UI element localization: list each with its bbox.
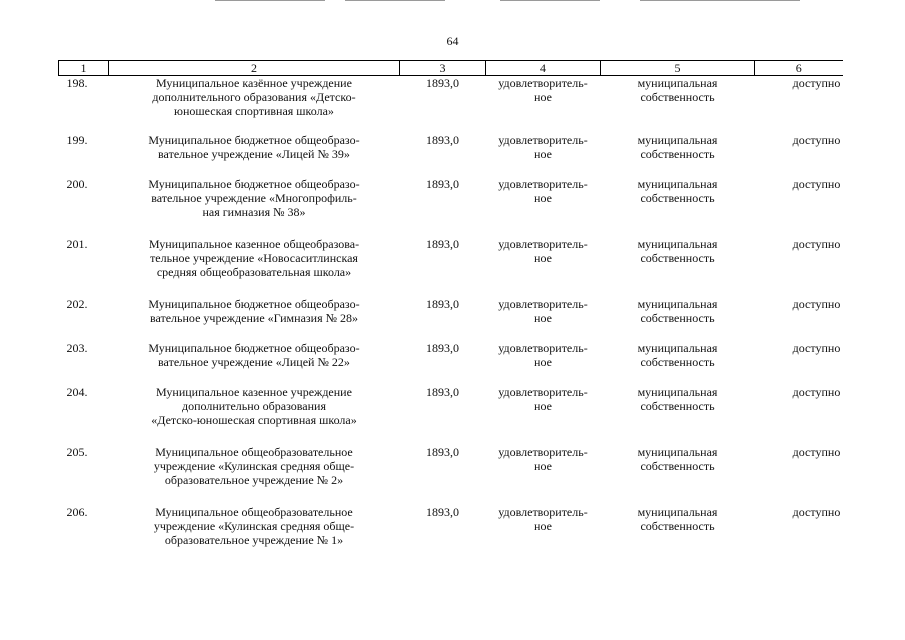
code-cell: [400, 341, 486, 385]
access-cell: [755, 133, 843, 177]
condition-cell: [486, 76, 601, 134]
table-row: [59, 297, 843, 341]
access-text: доступно: [792, 341, 841, 355]
institution-name-text: Муниципальное казённое учреждение дополнительного образования «Детско- юношеская спортивная школа»: [152, 76, 356, 118]
access-cell: [755, 505, 843, 565]
condition-cell: [486, 505, 601, 565]
ownership-text: муниципальная собственность: [637, 76, 718, 104]
institution-name: [109, 133, 400, 177]
row-number-text: 202.: [66, 297, 88, 311]
condition-text: удовлетворитель- ное: [498, 297, 588, 325]
column-header: 4: [486, 61, 601, 76]
column-header: 6: [755, 61, 843, 76]
ownership-text: муниципальная собственность: [637, 177, 718, 205]
column-header: 1: [59, 61, 109, 76]
access-text: доступно: [792, 237, 841, 251]
condition-text: удовлетворитель- ное: [498, 385, 588, 413]
institution-name: [109, 177, 400, 237]
row-number: [59, 237, 109, 297]
row-number-text: 205.: [66, 445, 88, 459]
code-text: 1893,0: [426, 177, 459, 191]
condition-text: удовлетворитель- ное: [498, 445, 588, 473]
row-number: [59, 341, 109, 385]
ownership-text: муниципальная собственность: [637, 445, 718, 473]
access-cell: [755, 385, 843, 445]
row-number: [59, 76, 109, 134]
code-text: 1893,0: [426, 297, 459, 311]
code-text: 1893,0: [426, 385, 459, 399]
institution-name-text: Муниципальное казенное общеобразова- тельное учреждение «Новосаситлинская средняя общеобразовательная школа»: [148, 237, 360, 279]
row-number: [59, 445, 109, 505]
code-cell: [400, 297, 486, 341]
institution-name: [109, 385, 400, 445]
access-text: доступно: [792, 505, 841, 519]
access-text: доступно: [792, 177, 841, 191]
condition-text: удовлетворитель- ное: [498, 133, 588, 161]
access-cell: [755, 237, 843, 297]
table-row: [59, 76, 843, 134]
row-number-text: 203.: [66, 341, 88, 355]
access-text: доступно: [792, 385, 841, 399]
ownership-text: муниципальная собственность: [637, 133, 718, 161]
ownership-cell: [601, 445, 755, 505]
institution-name-text: Муниципальное общеобразовательное учреждение «Кулинская средняя обще- образовательное учреждение № 2»: [153, 445, 355, 487]
condition-text: удовлетворитель- ное: [498, 505, 588, 533]
column-header: 2: [109, 61, 400, 76]
ownership-cell: [601, 133, 755, 177]
code-cell: [400, 445, 486, 505]
code-cell: [400, 385, 486, 445]
institution-name: [109, 297, 400, 341]
institution-name-text: Муниципальное бюджетное общеобразо- вательное учреждение «Гимназия № 28»: [148, 297, 360, 325]
institution-name: [109, 341, 400, 385]
condition-cell: [486, 445, 601, 505]
table-row: [59, 341, 843, 385]
page-number: 64: [446, 34, 459, 48]
access-cell: [755, 177, 843, 237]
condition-cell: [486, 133, 601, 177]
ownership-text: муниципальная собственность: [637, 385, 718, 413]
row-number: [59, 297, 109, 341]
institution-name: [109, 76, 400, 134]
institution-name: [109, 237, 400, 297]
header-row: [59, 61, 843, 76]
top-edge-line: [345, 0, 445, 1]
table-row: [59, 237, 843, 297]
ownership-cell: [601, 237, 755, 297]
condition-text: удовлетворитель- ное: [498, 76, 588, 104]
condition-text: удовлетворитель- ное: [498, 237, 588, 265]
access-cell: [755, 297, 843, 341]
condition-cell: [486, 297, 601, 341]
code-cell: [400, 505, 486, 565]
code-text: 1893,0: [426, 237, 459, 251]
condition-cell: [486, 177, 601, 237]
column-header: 5: [601, 61, 755, 76]
top-edge-line: [215, 0, 325, 1]
code-text: 1893,0: [426, 445, 459, 459]
access-text: доступно: [792, 445, 841, 459]
table-row: [59, 385, 843, 445]
table-header: [59, 61, 843, 76]
institution-name-text: Муниципальное бюджетное общеобразо- вательное учреждение «Многопрофиль- ная гимназия № 38»: [148, 177, 360, 219]
top-edge-line: [500, 0, 600, 1]
access-text: доступно: [792, 76, 841, 90]
row-number-text: 201.: [66, 237, 88, 251]
ownership-cell: [601, 385, 755, 445]
condition-cell: [486, 341, 601, 385]
institution-name: [109, 505, 400, 565]
column-header: 3: [400, 61, 486, 76]
code-cell: [400, 133, 486, 177]
table-row: [59, 177, 843, 237]
registry-table: [58, 60, 843, 565]
ownership-text: муниципальная собственность: [637, 341, 718, 369]
table-row: [59, 445, 843, 505]
ownership-text: муниципальная собственность: [637, 505, 718, 533]
code-text: 1893,0: [426, 505, 459, 519]
row-number-text: 198.: [66, 76, 88, 90]
code-cell: [400, 76, 486, 134]
institution-name-text: Муниципальное общеобразовательное учреждение «Кулинская средняя обще- образовательное учреждение № 1»: [153, 505, 355, 547]
row-number: [59, 177, 109, 237]
top-edge-line: [640, 0, 800, 1]
code-text: 1893,0: [426, 133, 459, 147]
row-number-text: 204.: [66, 385, 88, 399]
code-text: 1893,0: [426, 341, 459, 355]
code-text: 1893,0: [426, 76, 459, 90]
access-text: доступно: [792, 297, 841, 311]
row-number: [59, 505, 109, 565]
code-cell: [400, 177, 486, 237]
table-row: [59, 505, 843, 565]
institution-name: [109, 445, 400, 505]
ownership-cell: [601, 177, 755, 237]
condition-cell: [486, 385, 601, 445]
condition-cell: [486, 237, 601, 297]
ownership-cell: [601, 297, 755, 341]
ownership-text: муниципальная собственность: [637, 297, 718, 325]
access-cell: [755, 76, 843, 134]
row-number: [59, 385, 109, 445]
row-number-text: 206.: [66, 505, 88, 519]
access-cell: [755, 341, 843, 385]
ownership-text: муниципальная собственность: [637, 237, 718, 265]
ownership-cell: [601, 505, 755, 565]
condition-text: удовлетворитель- ное: [498, 177, 588, 205]
ownership-cell: [601, 341, 755, 385]
row-number: [59, 133, 109, 177]
row-number-text: 199.: [66, 133, 88, 147]
institution-name-text: Муниципальное казенное учреждение дополнительно образования «Детско-юношеская спортивная школа»: [151, 385, 357, 427]
institution-name-text: Муниципальное бюджетное общеобразо- вательное учреждение «Лицей № 39»: [148, 133, 360, 161]
institution-name-text: Муниципальное бюджетное общеобразо- вательное учреждение «Лицей № 22»: [148, 341, 360, 369]
code-cell: [400, 237, 486, 297]
table-row: [59, 133, 843, 177]
access-text: доступно: [792, 133, 841, 147]
access-cell: [755, 445, 843, 505]
row-number-text: 200.: [66, 177, 88, 191]
ownership-cell: [601, 76, 755, 134]
condition-text: удовлетворитель- ное: [498, 341, 588, 369]
